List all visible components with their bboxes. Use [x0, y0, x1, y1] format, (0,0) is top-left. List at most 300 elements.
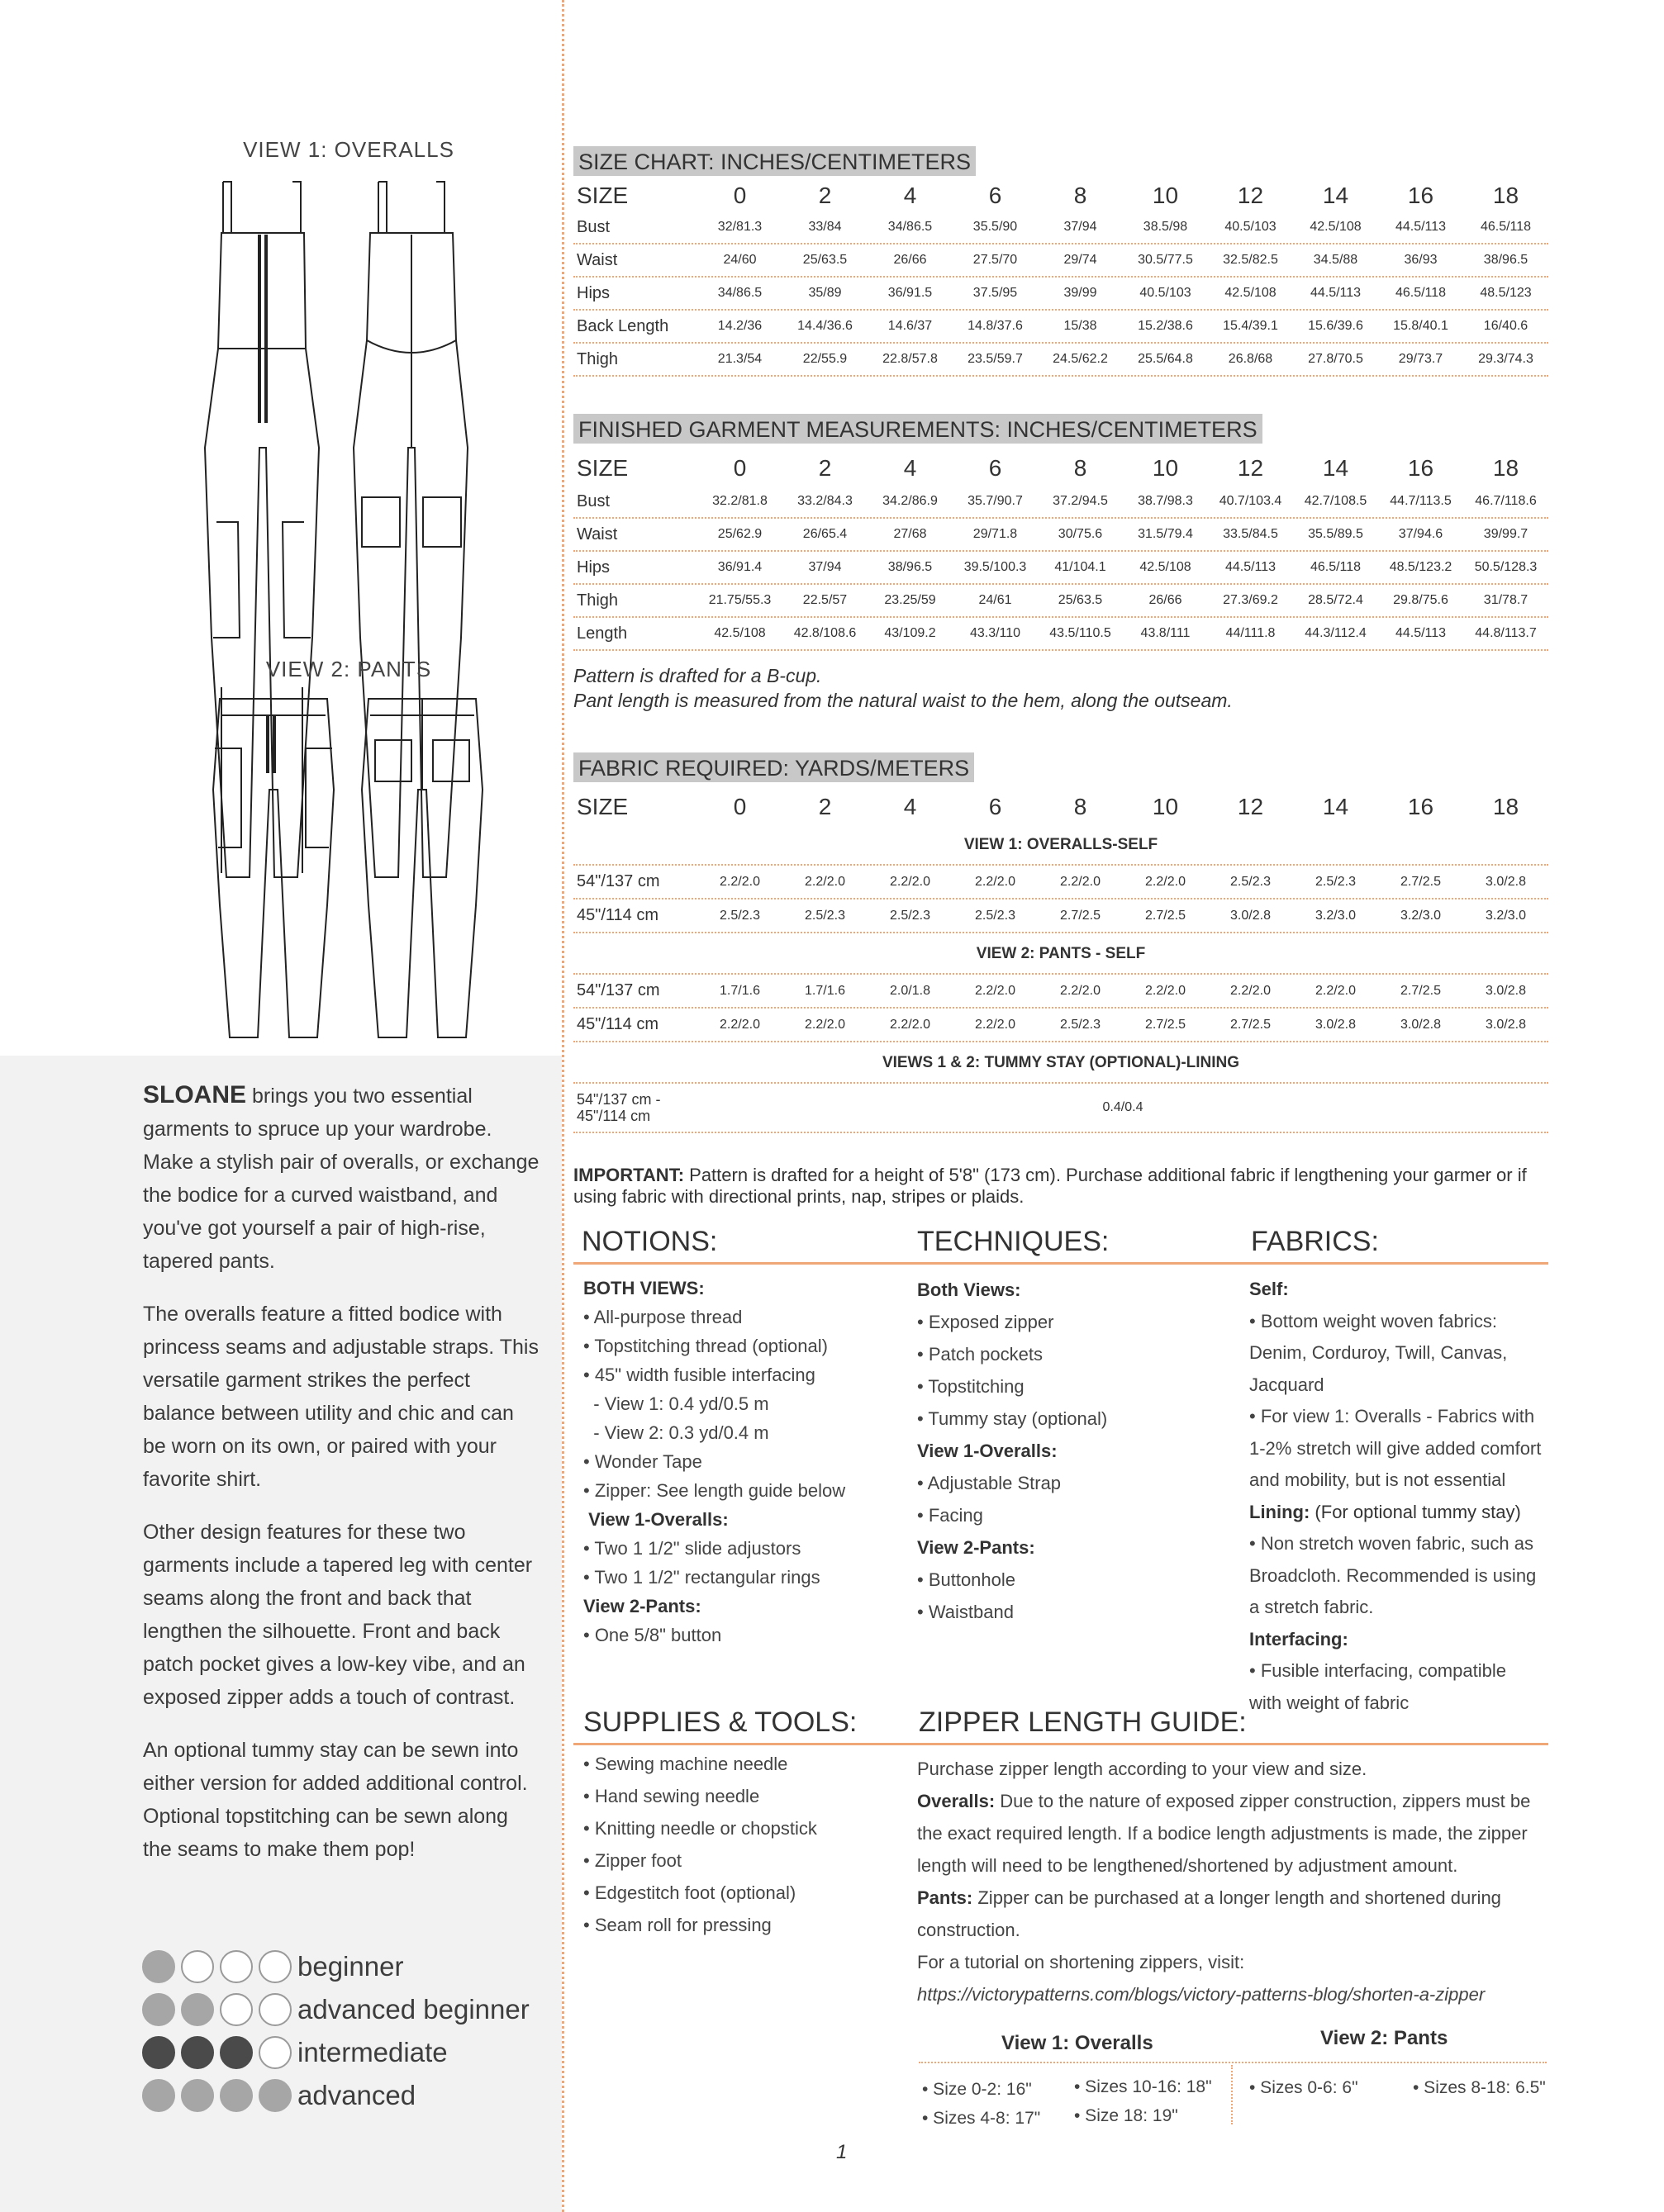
- table-cell: 27.3/69.2: [1223, 593, 1278, 607]
- table-row: [573, 975, 1548, 1009]
- size-header-cell: 18: [1492, 183, 1519, 208]
- table-cell: 3.2/3.0: [1315, 908, 1356, 923]
- list-item: • Exposed zipper: [917, 1312, 1054, 1332]
- list-item: • Adjustable Strap: [917, 1473, 1062, 1493]
- table-cell: 39/99.7: [1483, 527, 1529, 541]
- table-cell: 36/93: [1404, 253, 1438, 267]
- fabric-group-caption: VIEW 1: OVERALLS-SELF: [573, 824, 1548, 866]
- table-cell: 2.2/2.0: [1060, 983, 1101, 998]
- table-cell: 2.2/2.0: [1230, 983, 1271, 998]
- table-row: [573, 519, 1548, 552]
- skill-dot-icon: [259, 1993, 292, 2026]
- table-cell: 40.5/103: [1139, 286, 1191, 300]
- fabric-group-caption: VIEWS 1 & 2: TUMMY STAY (OPTIONAL)-LINING: [573, 1042, 1548, 1084]
- list-item: • Tummy stay (optional): [917, 1408, 1108, 1429]
- table-cell: 24/61: [978, 593, 1012, 607]
- row-label: 54"/137 cm: [577, 872, 660, 890]
- list-item: • Buttonhole: [917, 1569, 1016, 1590]
- skill-dots: [142, 1950, 297, 1983]
- table-cell: 29.3/74.3: [1478, 352, 1533, 366]
- list-item: • Bottom weight woven fabrics:: [1249, 1310, 1497, 1331]
- table-cell: 2.2/2.0: [890, 1017, 930, 1032]
- table-cell: 22/55.9: [802, 352, 848, 366]
- zipper-table-rule: [919, 2062, 1547, 2063]
- table-cell: 2.7/2.5: [1400, 983, 1441, 998]
- list-item: a stretch fabric.: [1249, 1597, 1374, 1617]
- list-heading: [1249, 1624, 1541, 1656]
- list-item: Denim, Corduroy, Twill, Canvas,: [1249, 1342, 1508, 1363]
- zip-v1-item: • Sizes 4-8: 17": [922, 2109, 1041, 2128]
- size-header-cell: 16: [1407, 455, 1434, 481]
- table-cell: 30/75.6: [1058, 527, 1103, 541]
- zip-v1-item: • Sizes 10-16: 18": [1074, 2077, 1212, 2096]
- table-row: [573, 1084, 1548, 1133]
- table-cell: 14.4/36.6: [797, 319, 853, 333]
- size-header-cell: 2: [818, 455, 832, 481]
- description: [143, 1079, 540, 1886]
- table-cell: 48.5/123.2: [1389, 560, 1452, 574]
- list-item: Jacquard: [1249, 1374, 1324, 1395]
- skill-dot-icon: [142, 1993, 175, 2026]
- list-heading-text: Lining:: [1249, 1501, 1310, 1522]
- table-row: [573, 618, 1548, 651]
- table-cell: 42.5/108: [1139, 560, 1191, 574]
- list-item: Broadcloth. Recommended is using: [1249, 1564, 1537, 1586]
- skill-dots: [142, 2079, 297, 2112]
- table-cell: 44.5/113: [1224, 560, 1277, 574]
- table-cell: 42.5/108: [714, 626, 766, 640]
- list-item: • Facing: [917, 1505, 983, 1526]
- table-cell: 3.0/2.8: [1486, 874, 1526, 889]
- zipper-overalls-text: Overalls: Due to the nature of exposed zipper construction, zippers must be the exact required length. If a bodice length adjustments is made, the zipper length will need to be lengthened/shortened by adjustment amount.: [917, 1791, 1531, 1876]
- table-cell: 40.7/103.4: [1219, 494, 1282, 508]
- table-cell: 2.5/2.3: [1230, 874, 1271, 889]
- list-heading-text: View 2-Pants:: [583, 1596, 701, 1616]
- skill-dot-icon: [142, 1950, 175, 1983]
- table-cell: 3.2/3.0: [1400, 908, 1441, 923]
- size-header-cell: 6: [988, 794, 1002, 819]
- table-cell: 25/62.9: [717, 527, 763, 541]
- table-cell: 32.5/82.5: [1223, 253, 1278, 267]
- table-cell: 43.5/110.5: [1049, 626, 1111, 640]
- list-item: • Zipper foot: [583, 1850, 682, 1871]
- finished-measurements-table: [573, 451, 1548, 651]
- size-header-cell: 0: [733, 794, 747, 819]
- pants-front-drawing: [203, 691, 344, 1046]
- table-row: [573, 1009, 1548, 1042]
- list-heading-text: Interfacing:: [1249, 1628, 1348, 1650]
- view-1-title: VIEW 1: OVERALLS: [243, 137, 454, 162]
- list-heading: [917, 1274, 1107, 1306]
- table-cell: 26.8/68: [1228, 352, 1273, 366]
- skill-dot-icon: [142, 2036, 175, 2069]
- skill-dot-icon: [220, 2079, 253, 2112]
- size-header-cell: 12: [1237, 455, 1264, 481]
- size-header-cell: 10: [1152, 183, 1179, 208]
- row-label: 45"/114 cm: [577, 1015, 659, 1033]
- table-cell: 35.5/90: [972, 220, 1018, 234]
- size-header-label: SIZE: [577, 183, 629, 208]
- table-cell: 1.7/1.6: [805, 983, 845, 998]
- size-header-cell: 8: [1073, 455, 1087, 481]
- size-header-cell: 4: [903, 794, 917, 819]
- list-item: • Two 1 1/2" rectangular rings: [583, 1567, 820, 1588]
- list-heading-text: Both Views:: [917, 1279, 1021, 1300]
- size-header-cell: 2: [818, 794, 832, 819]
- skill-dot-icon: [181, 2036, 214, 2069]
- techniques-list: [917, 1274, 1107, 1628]
- list-item: • Wonder Tape: [583, 1451, 702, 1472]
- table-cell: 23.5/59.7: [967, 352, 1023, 366]
- table-row: [573, 866, 1548, 900]
- description-intro: SLOANE brings you two essential garments to spruce up your wardrobe. Make a stylish pair of overalls, or exchange the bodice for a curved waistband, and you've got yourself a pair of high-rise, tapered pants.: [143, 1081, 540, 1273]
- table-cell: 34.5/88: [1313, 253, 1358, 267]
- table-cell: 29/73.7: [1398, 352, 1443, 366]
- table-cell: 38/96.5: [1483, 253, 1529, 267]
- table-cell: 28.5/72.4: [1308, 593, 1363, 607]
- view-2-title: VIEW 2: PANTS: [265, 657, 432, 681]
- table-header-row: [573, 790, 1548, 824]
- row-label: Waist: [577, 525, 618, 544]
- skill-dot-icon: [181, 2079, 214, 2112]
- table-cell: 33.5/84.5: [1223, 527, 1278, 541]
- zipper-title: ZIPPER LENGTH GUIDE:: [919, 1706, 1247, 1738]
- finished-title: FINISHED GARMENT MEASUREMENTS: INCHES/CENTIMETERS: [573, 414, 1262, 444]
- size-header-cell: 14: [1322, 794, 1349, 819]
- table-cell: 37.2/94.5: [1053, 494, 1108, 508]
- row-label: Back Length: [577, 316, 669, 335]
- table-cell: 31.5/79.4: [1138, 527, 1193, 541]
- table-cell: 37/94.6: [1398, 527, 1443, 541]
- table-cell: 29/74: [1063, 253, 1097, 267]
- table-cell: 2.2/2.0: [975, 1017, 1015, 1032]
- table-cell: 44.5/113: [1395, 220, 1447, 234]
- pants-back-drawing: [352, 691, 492, 1046]
- table-cell: 23.25/59: [884, 593, 936, 607]
- table-cell: 2.2/2.0: [1315, 983, 1356, 998]
- fabric-group-caption: VIEW 2: PANTS - SELF: [573, 933, 1548, 975]
- skill-dot-icon: [220, 1950, 253, 1983]
- description-paragraph-2: The overalls feature a fitted bodice with princess seams and adjustable straps. This versatile garment strikes the perfect balance between utility and chic and can be worn on its own, or paired with your favorite shirt.: [143, 1303, 539, 1491]
- skill-dot-icon: [220, 2036, 253, 2069]
- size-header-cell: 2: [818, 183, 832, 208]
- table-cell: 27.5/70: [972, 253, 1018, 267]
- size-header-cell: 12: [1237, 183, 1264, 208]
- table-cell: 2.2/2.0: [1145, 983, 1186, 998]
- list-item: • Sewing machine needle: [583, 1754, 788, 1774]
- table-cell: 2.5/2.3: [805, 908, 845, 923]
- list-heading: [1249, 1274, 1541, 1306]
- table-cell: 2.7/2.5: [1230, 1017, 1271, 1032]
- skill-dot-icon: [259, 2079, 292, 2112]
- list-item: • Fusible interfacing, compatible: [1249, 1660, 1506, 1681]
- table-cell: 2.5/2.3: [890, 908, 930, 923]
- table-cell: 2.5/2.3: [1315, 874, 1356, 889]
- list-heading-text: Self:: [1249, 1279, 1289, 1299]
- row-label: 54"/137 cm: [577, 981, 660, 999]
- list-item: • Topstitching thread (optional): [583, 1336, 828, 1356]
- table-cell: 29.8/75.6: [1393, 593, 1448, 607]
- table-header-row: [573, 180, 1548, 211]
- table-cell: 37.5/95: [972, 286, 1018, 300]
- center-divider: [562, 0, 564, 2212]
- row-label: [573, 1091, 697, 1124]
- table-cell: 46.5/118: [1480, 220, 1532, 234]
- table-row: [573, 244, 1548, 278]
- fabric-title: FABRIC REQUIRED: YARDS/METERS: [573, 752, 974, 782]
- table-cell: 2.2/2.0: [720, 1017, 760, 1032]
- list-heading: [917, 1435, 1107, 1467]
- table-cell: 37/94: [1063, 220, 1097, 234]
- table-cell: 14.8/37.6: [967, 319, 1023, 333]
- skill-level-label: beginner: [297, 1951, 404, 1982]
- table-cell: 21.3/54: [717, 352, 763, 366]
- size-header-cell: 6: [988, 183, 1002, 208]
- cup-note: Pattern is drafted for a B-cup.: [573, 665, 822, 686]
- row-label: Bust: [577, 491, 611, 510]
- size-header-cell: 12: [1237, 794, 1264, 819]
- row-label: Thigh: [577, 591, 619, 610]
- row-label: Bust: [577, 217, 611, 236]
- table-cell: 24.5/62.2: [1053, 352, 1108, 366]
- list-heading-text: View 2-Pants:: [917, 1537, 1035, 1558]
- skill-dots: [142, 1993, 297, 2026]
- table-cell: 2.2/2.0: [975, 983, 1015, 998]
- table-cell: 44.5/113: [1310, 286, 1362, 300]
- table-cell: 50.5/128.3: [1474, 560, 1538, 574]
- skill-dot-icon: [181, 1993, 214, 2026]
- size-header-cell: 8: [1073, 794, 1087, 819]
- table-cell: 15/38: [1063, 319, 1097, 333]
- zip-v1-item: • Size 18: 19": [1074, 2106, 1178, 2125]
- list-item: • Topstitching: [917, 1376, 1025, 1397]
- list-heading-text: View 1-Overalls:: [917, 1441, 1058, 1461]
- skill-dot-icon: [220, 1993, 253, 2026]
- table-cell: 2.5/2.3: [720, 908, 760, 923]
- table-cell: 15.4/39.1: [1223, 319, 1278, 333]
- table-cell: 32.2/81.8: [712, 494, 768, 508]
- list-item: with weight of fabric: [1249, 1692, 1410, 1713]
- table-cell: 34/86.5: [717, 286, 763, 300]
- table-cell: 42.7/108.5: [1304, 494, 1367, 508]
- table-cell: 46.5/118: [1310, 560, 1362, 574]
- table-cell: 3.0/2.8: [1486, 1017, 1526, 1032]
- table-cell: 35.7/90.7: [967, 494, 1023, 508]
- list-item: • Non stretch woven fabric, such as: [1249, 1533, 1533, 1554]
- zipper-intro: Purchase zipper length according to your view and size.: [917, 1759, 1367, 1779]
- table-cell: 36/91.5: [887, 286, 933, 300]
- table-cell: 31/78.7: [1483, 593, 1529, 607]
- table-cell: 34/86.5: [887, 220, 933, 234]
- lining-label-1: 54"/137 cm -: [577, 1091, 661, 1108]
- table-cell: 38.5/98: [1143, 220, 1188, 234]
- table-cell: 2.2/2.0: [1060, 874, 1101, 889]
- table-cell: 33/84: [808, 220, 842, 234]
- notions-rule: [573, 1262, 1548, 1265]
- table-cell: 35.5/89.5: [1308, 527, 1363, 541]
- table-cell: 38.7/98.3: [1138, 494, 1193, 508]
- table-cell: 24/60: [723, 253, 757, 267]
- size-header-label: SIZE: [577, 794, 629, 819]
- table-cell: 46.7/118.6: [1475, 494, 1537, 508]
- size-chart-title: SIZE CHART: INCHES/CENTIMETERS: [573, 146, 976, 176]
- skill-level-label: advanced: [297, 2080, 416, 2110]
- table-cell: 2.2/2.0: [975, 874, 1015, 889]
- skill-levels: [142, 1945, 530, 2117]
- table-cell: 27/68: [893, 527, 927, 541]
- size-header-cell: 16: [1407, 794, 1434, 819]
- size-header-cell: 14: [1322, 455, 1349, 481]
- size-header-cell: 4: [903, 183, 917, 208]
- supplies-list: [583, 1748, 817, 1941]
- skill-dots: [142, 2036, 297, 2069]
- row-label: 45"/114 cm: [577, 906, 659, 924]
- size-header-cell: 16: [1407, 183, 1434, 208]
- list-item: • Knitting needle or chopstick: [583, 1818, 817, 1839]
- skill-dot-icon: [142, 2079, 175, 2112]
- list-heading: [583, 1592, 845, 1621]
- table-cell: 44.8/113.7: [1475, 626, 1537, 640]
- table-cell: 25/63.5: [1058, 593, 1103, 607]
- table-row: [573, 900, 1548, 933]
- size-header-cell: 0: [733, 183, 747, 208]
- size-chart-table: [573, 180, 1548, 377]
- list-item: • Edgestitch foot (optional): [583, 1882, 796, 1903]
- table-cell: 44.3/112.4: [1305, 626, 1367, 640]
- notions-title: NOTIONS:: [582, 1226, 718, 1257]
- table-row: [573, 486, 1548, 519]
- row-label: Hips: [577, 558, 611, 577]
- table-row: [573, 552, 1548, 585]
- table-cell: 41/104.1: [1054, 560, 1106, 574]
- table-cell: 25/63.5: [802, 253, 848, 267]
- list-item: • Waistband: [917, 1602, 1014, 1622]
- skill-level-label: advanced beginner: [297, 1994, 530, 2025]
- row-label: Length: [577, 624, 628, 643]
- size-header-cell: 0: [733, 455, 747, 481]
- table-cell: 15.2/38.6: [1138, 319, 1193, 333]
- table-row: [573, 344, 1548, 377]
- list-heading-text: View 1-Overalls:: [583, 1509, 729, 1530]
- size-header-cell: 6: [988, 455, 1002, 481]
- skill-level-row: [142, 2031, 530, 2074]
- list-item: • All-purpose thread: [583, 1307, 743, 1327]
- table-cell: 2.2/2.0: [805, 874, 845, 889]
- list-item: 1-2% stretch will give added comfort: [1249, 1437, 1542, 1459]
- table-cell: 2.0/1.8: [890, 983, 930, 998]
- table-cell: 43.8/111: [1140, 626, 1191, 640]
- supplies-rule: [573, 1743, 1548, 1745]
- list-item: • Seam roll for pressing: [583, 1915, 772, 1935]
- skill-level-label: intermediate: [297, 2037, 448, 2067]
- table-cell: 14.6/37: [887, 319, 933, 333]
- list-item: • Patch pockets: [917, 1344, 1044, 1365]
- table-cell: 2.7/2.5: [1060, 908, 1101, 923]
- supplies-title: SUPPLIES & TOOLS:: [583, 1706, 858, 1738]
- size-header-cell: 4: [903, 455, 917, 481]
- table-cell: 3.2/3.0: [1486, 908, 1526, 923]
- table-cell: 27.8/70.5: [1308, 352, 1363, 366]
- list-item: • For view 1: Overalls - Fabrics with: [1249, 1406, 1535, 1426]
- table-cell: 3.0/2.8: [1400, 1017, 1441, 1032]
- fabric-required-table: [573, 790, 1548, 1133]
- table-cell: 2.2/2.0: [720, 874, 760, 889]
- list-heading-rest: (For optional tummy stay): [1310, 1501, 1521, 1522]
- table-cell: 2.2/2.0: [1145, 874, 1186, 889]
- table-cell: 21.75/55.3: [708, 593, 772, 607]
- table-cell: 2.7/2.5: [1145, 1017, 1186, 1032]
- table-row: [573, 211, 1548, 244]
- table-cell: 37/94: [808, 560, 842, 574]
- list-item: and mobility, but is not essential: [1249, 1469, 1506, 1490]
- size-header-label: SIZE: [577, 455, 629, 481]
- zipper-tutorial-link[interactable]: https://victorypatterns.com/blogs/victory-patterns-blog/shorten-a-zipper: [917, 1984, 1486, 2005]
- table-cell: 42.5/108: [1310, 220, 1362, 234]
- notions-list: [583, 1274, 845, 1650]
- table-cell: 22.8/57.8: [882, 352, 938, 366]
- table-cell: 46.5/118: [1395, 286, 1447, 300]
- row-label: Hips: [577, 283, 611, 302]
- size-header-cell: 10: [1152, 794, 1179, 819]
- list-item: • One 5/8" button: [583, 1625, 722, 1645]
- table-row: [573, 585, 1548, 618]
- size-header-cell: 18: [1492, 794, 1519, 819]
- skill-dot-icon: [259, 1950, 292, 1983]
- skill-dot-icon: [259, 2036, 292, 2069]
- table-cell: 33.2/84.3: [797, 494, 853, 508]
- techniques-title: TECHNIQUES:: [917, 1226, 1110, 1257]
- table-cell: 36/91.4: [717, 560, 763, 574]
- zipper-view1-head: View 1: Overalls: [1001, 2032, 1153, 2054]
- table-cell: 39/99: [1063, 286, 1097, 300]
- list-item: - View 1: 0.4 yd/0.5 m: [583, 1393, 769, 1414]
- skill-level-row: [142, 1988, 530, 2031]
- list-item: - View 2: 0.3 yd/0.4 m: [583, 1422, 769, 1443]
- list-heading: [1249, 1497, 1541, 1529]
- skill-dot-icon: [181, 1950, 214, 1983]
- table-cell: 3.0/2.8: [1486, 983, 1526, 998]
- table-header-row: [573, 451, 1548, 486]
- table-cell: 43/109.2: [884, 626, 936, 640]
- table-cell: 26/66: [893, 253, 927, 267]
- list-item: • 45" width fusible interfacing: [583, 1365, 815, 1385]
- table-cell: 16/40.6: [1483, 319, 1529, 333]
- size-header-cell: 18: [1492, 455, 1519, 481]
- table-cell: 44/111.8: [1225, 626, 1276, 640]
- table-cell: 1.7/1.6: [720, 983, 760, 998]
- list-heading: [583, 1505, 845, 1534]
- zipper-table-divider: [1231, 2065, 1233, 2124]
- table-cell: 42.5/108: [1224, 286, 1277, 300]
- row-label: Waist: [577, 250, 618, 269]
- table-row: [573, 311, 1548, 344]
- list-heading: [583, 1274, 845, 1303]
- zipper-pants-text: Pants: Zipper can be purchased at a longer length and shortened during construction.: [917, 1887, 1501, 1940]
- fabrics-list: [1249, 1274, 1541, 1719]
- zipper-tutorial: For a tutorial on shortening zippers, visit:: [917, 1952, 1245, 1972]
- table-cell: 2.7/2.5: [1145, 908, 1186, 923]
- zip-v1-item: • Size 0-2: 16": [922, 2080, 1032, 2099]
- zip-v2-item: • Sizes 8-18: 6.5": [1413, 2078, 1546, 2097]
- table-cell: 22.5/57: [802, 593, 848, 607]
- skill-level-row: [142, 1945, 530, 1988]
- table-cell: 43.3/110: [969, 626, 1021, 640]
- list-item: • Two 1 1/2" slide adjustors: [583, 1538, 801, 1559]
- zipper-guide-text: [917, 1753, 1555, 2010]
- table-cell: 25.5/64.8: [1138, 352, 1193, 366]
- table-cell: 38/96.5: [887, 560, 933, 574]
- zip-v2-item: • Sizes 0-6: 6": [1249, 2078, 1358, 2097]
